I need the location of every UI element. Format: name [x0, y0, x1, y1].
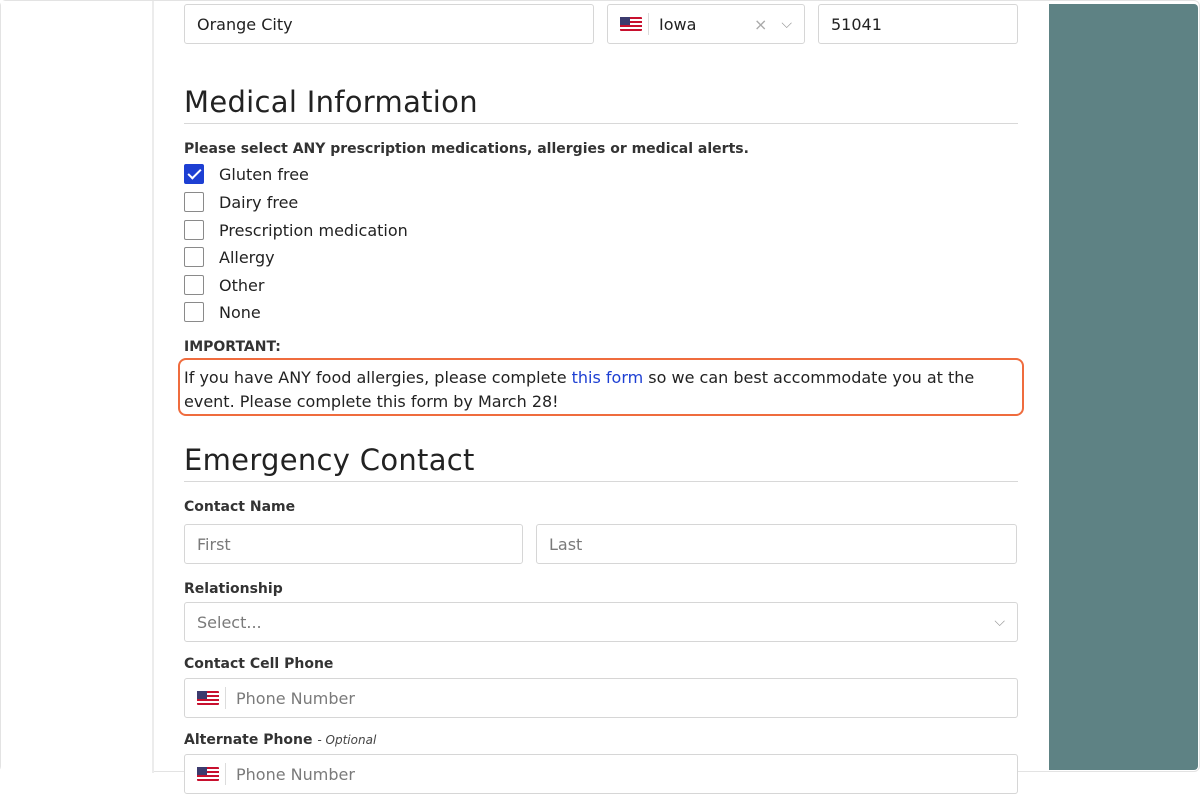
chevron-down-icon[interactable]: ⌵ [781, 16, 792, 32]
clear-icon[interactable]: × [753, 14, 768, 34]
divider [648, 13, 649, 35]
checkbox-label: Dairy free [219, 192, 299, 212]
optional-tag: - Optional [317, 733, 377, 747]
important-notice [178, 358, 1024, 416]
divider [225, 763, 226, 785]
alternate-phone-input[interactable] [184, 754, 1018, 794]
checkbox-label: Allergy [219, 247, 275, 267]
state-value: Iowa [659, 14, 697, 34]
us-flag-icon[interactable] [197, 691, 219, 705]
checkbox-checked[interactable] [184, 164, 204, 184]
last-placeholder: Last [549, 534, 583, 554]
city-input[interactable] [184, 4, 594, 44]
notice-text-after: so we can best accommodate you at the event. Please complete this form by March 28! [184, 368, 975, 411]
divider [225, 687, 226, 709]
city-value: Orange City [197, 14, 293, 34]
this-form-link[interactable]: this form [571, 368, 644, 387]
left-gutter [1, 1, 154, 773]
us-flag-icon [620, 17, 642, 31]
cell-placeholder: Phone Number [236, 688, 355, 708]
alternate-phone-label [184, 732, 376, 748]
relationship-select[interactable] [184, 602, 1018, 642]
chevron-down-icon[interactable]: ⌵ [994, 614, 1005, 630]
state-select[interactable] [607, 4, 805, 44]
alt-placeholder: Phone Number [236, 764, 355, 784]
important-label: IMPORTANT: [184, 339, 281, 355]
checkbox[interactable] [184, 192, 204, 212]
medical-prompt: Please select ANY prescription medications, allergies or medical alerts. [184, 141, 749, 157]
checkbox-prescription-medication[interactable] [184, 218, 408, 242]
contact-cell-label: Contact Cell Phone [184, 656, 334, 672]
checkbox-label: None [219, 302, 261, 322]
emergency-section-title: Emergency Contact [184, 443, 1018, 482]
contact-cell-phone-input[interactable] [184, 678, 1018, 718]
checkbox-dairy-free[interactable] [184, 190, 298, 214]
right-side-panel [1049, 4, 1198, 770]
checkbox[interactable] [184, 275, 204, 295]
us-flag-icon[interactable] [197, 767, 219, 781]
checkbox[interactable] [184, 220, 204, 240]
relationship-value: Select... [197, 612, 262, 632]
zip-value: 51041 [831, 14, 882, 34]
contact-name-label: Contact Name [184, 499, 296, 515]
notice-text-before: If you have ANY food allergies, please complete [184, 368, 572, 387]
zip-input[interactable] [818, 4, 1018, 44]
checkbox-gluten-free[interactable] [184, 162, 309, 186]
checkbox-label: Prescription medication [219, 220, 408, 240]
medical-section-title: Medical Information [184, 85, 1018, 124]
checkbox-none[interactable] [184, 300, 261, 324]
checkbox-allergy[interactable] [184, 245, 275, 269]
checkbox[interactable] [184, 302, 204, 322]
checkbox-other[interactable] [184, 273, 264, 297]
alternate-phone-label-text: Alternate Phone [184, 732, 313, 748]
first-placeholder: First [197, 534, 231, 554]
contact-last-name-input[interactable] [536, 524, 1017, 564]
contact-first-name-input[interactable] [184, 524, 523, 564]
checkbox-label: Gluten free [219, 164, 309, 184]
checkbox[interactable] [184, 247, 204, 267]
checkbox-label: Other [219, 275, 265, 295]
relationship-label: Relationship [184, 581, 283, 597]
